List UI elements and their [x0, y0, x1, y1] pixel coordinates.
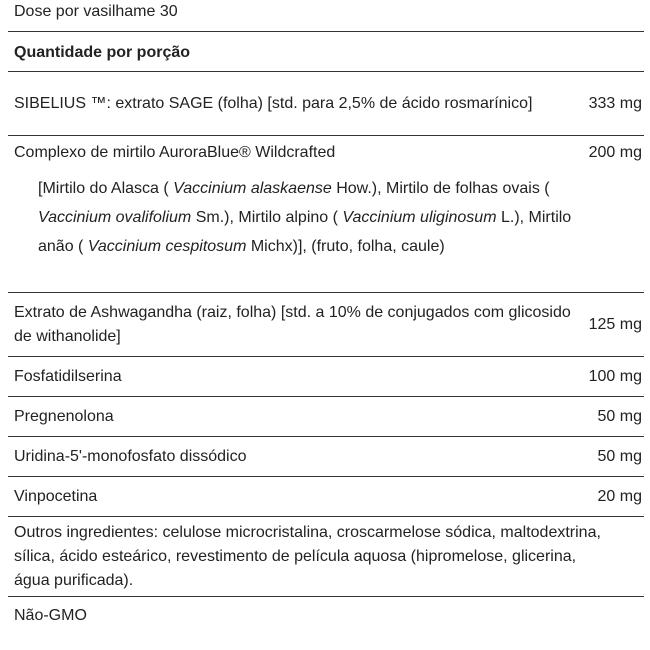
ingredient-name: Complexo de mirtilo AuroraBlue® Wildcrafted — [14, 144, 336, 161]
ingredient-amount: 100 mg — [588, 367, 642, 385]
species-name: Vaccinium uliginosum — [342, 209, 497, 226]
supplement-facts-panel — [8, 0, 644, 628]
ingredient-row-mirtilo — [8, 136, 644, 174]
ingredient-amount: 50 mg — [597, 407, 642, 425]
ingredient-row-vinpocetina — [8, 477, 644, 517]
ingredient-row-sibelius — [8, 72, 644, 136]
ingredient-name: SIBELIUS ™: extrato SAGE (folha) [std. para 2,5% de ácido rosmarínico] — [14, 94, 533, 112]
servings-per-container: Dose por vasilhame 30 — [14, 3, 178, 20]
ingredient-row-fosfatidilserina — [8, 357, 644, 397]
species-name: Vaccinium ovalifolium — [38, 209, 192, 226]
header-label: Quantidade por porção — [14, 43, 191, 61]
other-ingredients: Outros ingredientes: celulose microcristalina, croscarmelose sódica, maltodextrina, sílica, ácido esteárico, revestimento de película aquosa (hipromelose, glicerina, água purificada). — [8, 517, 644, 597]
ingredient-amount: 200 mg — [588, 144, 642, 161]
species-name: Vaccinium cespitosum — [87, 238, 247, 255]
ingredient-amount: 20 mg — [597, 487, 642, 505]
ingredient-amount: 50 mg — [597, 447, 642, 465]
ingredient-name: Extrato de Ashwagandha (raiz, folha) [std. a 10% de conjugados com glicosido de withanolide] — [14, 303, 571, 345]
ingredient-name: Fosfatidilserina — [14, 367, 122, 385]
non-gmo-statement: Não-GMO — [14, 607, 87, 624]
ingredient-row-ashwagandha — [8, 293, 644, 357]
mirtilo-composition-detail: [Mirtilo do Alasca ( Vaccinium alaskaense How.), Mirtilo de folhas ovais ( Vaccinium ovalifolium Sm.), Mirtilo alpino ( Vaccinium uliginosum L.), Mirtilo anão ( Vaccinium cespitosum Michx)], (fruto, folha, caule) — [8, 174, 644, 293]
ingredient-row-uridina — [8, 437, 644, 477]
servings-row — [8, 0, 644, 32]
ingredient-name: Uridina-5'-monofosfato dissódico — [14, 447, 247, 465]
amount-per-serving-header — [8, 32, 644, 72]
ingredient-name: Pregnenolona — [14, 407, 114, 425]
ingredient-row-pregnenolona — [8, 397, 644, 437]
species-name: Vaccinium alaskaense — [173, 180, 332, 197]
ingredient-amount: 125 mg — [588, 315, 642, 333]
ingredient-name: Vinpocetina — [14, 487, 98, 505]
ingredient-amount: 333 mg — [588, 94, 642, 112]
